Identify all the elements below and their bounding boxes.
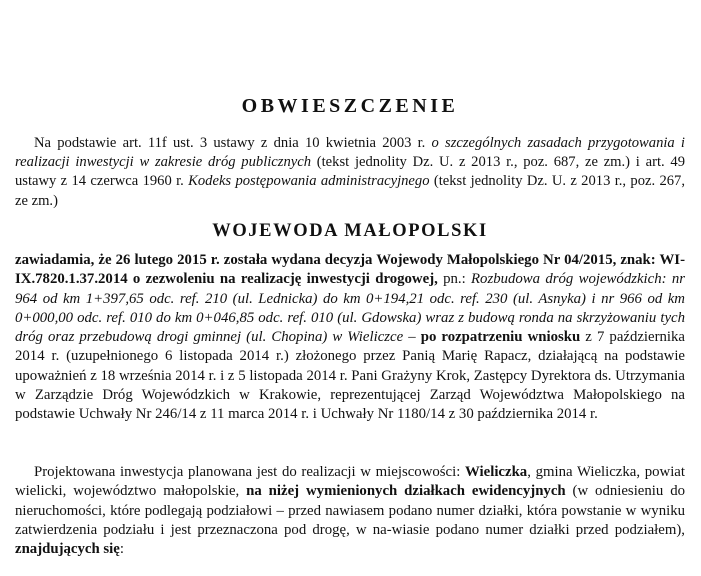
legal-basis-text: Na podstawie art. 11f ust. 3 ustawy z dnia 10 kwietnia 2003 r. <box>34 135 432 151</box>
document-title: OBWIESZCZENIE <box>241 95 459 117</box>
decision-details: z 7 października 2014 r. (uzupełnionego 6 listopada 2014 r.) złożonego przez Panią Marię Rapacz, działającą na podstawie upoważnień z 18 września 2014 r. i z 5 listopada 2014 r. Pani Grażyny Krok, Zastępcy Dyrektora ds. Utrzymania w Zarządzie Dróg Wojewódzkich w Krakowie, reprezentującej Zarząd Województwa Małopolskiego na podstawie Uchwały Nr 246/14 z 11 marca 2014 r. i Uchwały Nr 1180/14 z 30 października 2014 r. <box>15 329 686 423</box>
location-colon: : <box>119 541 124 558</box>
location-text-3: (w odniesieniu do nieruchomości, które podlegają podziałowi – przed nawiasem podano numer działki, która powstanie w wyniku zatwierdzenia podziału i jest przeznaczona pod drogę, w na-wiasie podano numer działki przed podziałem), <box>15 483 685 538</box>
investment-name: Rozbudowa dróg wojewódzkich: nr 964 od km 1+397,65 odc. ref. 210 (ul. Lednicka) do km 0+194,21 odc. ref. 230 (ul. Asnyka) i nr 966 od km 0+000,00 odc. ref. 010 do km 0+046,85 odc. ref. 010 (ul. Gdowska) wraz z budową ronda na skrzyżowaniu tych dróg oraz przebudową drogi gminnej (ul. Chopina) w Wieliczce <box>15 271 685 346</box>
act-title-kpa: Kodeks postępowania administracyjnego <box>188 173 430 190</box>
location-plots: na niżej wymienionych działkach ewidencyjnych <box>246 483 566 500</box>
location-situated: znajdujących się <box>15 541 120 558</box>
decision-dash: – <box>403 329 421 346</box>
legal-basis-paragraph <box>15 134 685 211</box>
decision-text: pn.: <box>437 271 472 288</box>
decision-announcement: zawiadamia, że 26 lutego 2015 r. została wydana decyzja Wojewody Małopolskiego Nr 04/2015, znak: WI-IX.7820.1.37.2014 o zezwoleniu na realizację inwestycji drogowej, <box>15 252 685 288</box>
decision-paragraph <box>15 251 685 425</box>
location-paragraph <box>15 463 685 559</box>
decision-after-review: po rozpatrzeniu wniosku <box>420 329 581 346</box>
location-text-2: , gmina Wieliczka, powiat wielicki, województwo małopolskie, <box>15 464 685 500</box>
legal-basis-text-2: (tekst jednolity Dz. U. z 2013 r., poz. 687, ze zm.) i art. 49 ustawy z 14 czerwca 1960 r. <box>15 154 685 190</box>
act-title-roads: o szczególnych zasadach przygotowania i realizacji inwestycji w zakresie dróg publicznych <box>15 135 685 171</box>
location-text: Projektowana inwestycja planowana jest do realizacji w miejscowości: <box>34 464 465 480</box>
legal-basis-text-3: (tekst jednolity Dz. U. z 2013 r., poz. 267, ze zm.) <box>15 173 685 209</box>
issuer-heading: WOJEWODA MAŁOPOLSKI <box>212 221 488 241</box>
location-town: Wieliczka <box>465 464 528 480</box>
